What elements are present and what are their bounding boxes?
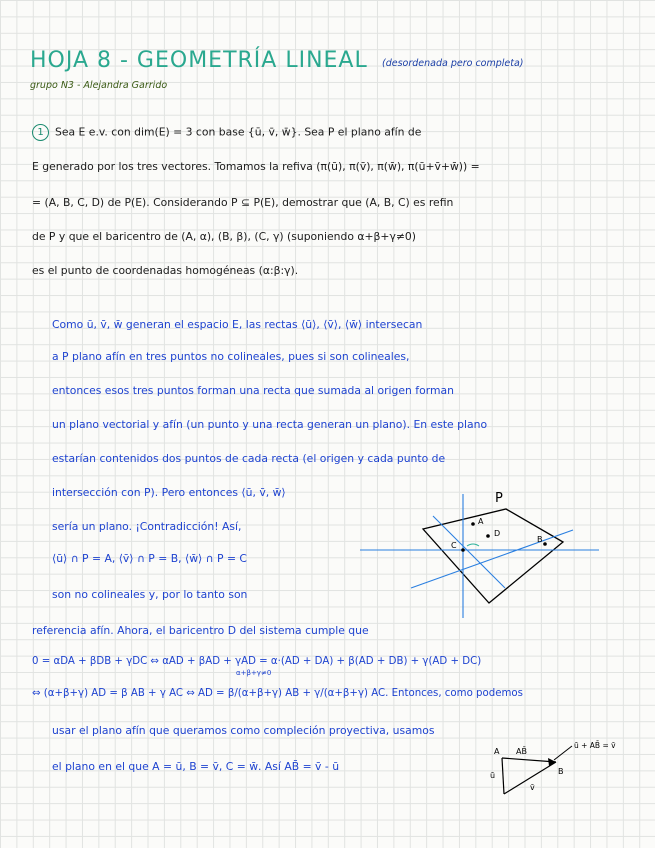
solution-line: son no colineales y, por lo tanto son bbox=[52, 588, 248, 601]
vertex-a-label: A bbox=[494, 747, 500, 756]
solution-line: sería un plano. ¡Contradicción! Así, bbox=[52, 520, 242, 533]
problem-line: es el punto de coordenadas homogéneas (α:β:γ). bbox=[32, 264, 299, 277]
vector-u-label: ū bbox=[490, 771, 496, 780]
problem-line: de P y que el baricentro de (A, α), (B, β), (C, γ) (suponiendo α+β+γ≠0) bbox=[32, 230, 417, 243]
vector-ab-arrow bbox=[502, 758, 556, 762]
problem-number-badge: 1 bbox=[32, 124, 49, 141]
solution-line: a P plano afín en tres puntos no colineales, pues si son colineales, bbox=[52, 350, 410, 363]
problem-line bbox=[32, 124, 632, 141]
figure-plane-intersection bbox=[355, 486, 605, 622]
point-d-label: D bbox=[494, 529, 501, 538]
vector-u-arrow bbox=[502, 758, 504, 794]
point-d-dot bbox=[486, 534, 490, 538]
solution-line: ⟨ū⟩ ∩ P = A, ⟨v̄⟩ ∩ P = B, ⟨w̄⟩ ∩ P = C bbox=[52, 552, 247, 565]
solution-line: referencia afín. Ahora, el baricentro D del sistema cumple que bbox=[32, 624, 369, 637]
page-title: HOJA 8 - GEOMETRÍA LINEAL bbox=[30, 48, 368, 73]
page-subtitle: (desordenada pero completa) bbox=[382, 58, 524, 69]
point-b-dot bbox=[543, 542, 547, 546]
point-a-dot bbox=[471, 522, 475, 526]
solution-line: el plano en el que A = ū, B = v̄, C = w̄. Así AB̄ = v̄ - ū bbox=[52, 760, 340, 773]
point-c-dot bbox=[461, 548, 465, 552]
problem-line-text: Sea E e.v. con dim(E) = 3 con base {ū, v̄, w̄}. Sea P el plano afín de bbox=[55, 125, 422, 139]
solution-line: un plano vectorial y afín (un punto y una recta generan un plano). En este plano bbox=[52, 418, 488, 431]
vertex-b-label: B bbox=[558, 767, 564, 776]
solution-line: intersección con P). Pero entonces ⟨ū, v̄, w̄⟩ bbox=[52, 486, 286, 499]
plane-label: P bbox=[495, 491, 503, 506]
equation-line: 0̄ = αDĀ + βDB̄ + γDC̄ ⇔ αAD̄ + βAD̄ + γAD̄ = α·(AD̄ + DĀ) + β(AD̄ + DB̄) + γ(AD̄ + DC̄) bbox=[32, 656, 482, 667]
vector-sum-formula: ū + AB̄ = v̄ bbox=[574, 741, 616, 750]
point-c-label: C bbox=[451, 541, 457, 550]
line-through-b bbox=[411, 530, 573, 588]
author-line: grupo N3 - Alejandra Garrido bbox=[30, 80, 168, 91]
plane-parallelogram bbox=[423, 509, 563, 603]
solution-line: entonces esos tres puntos forman una recta que sumada al origen forman bbox=[52, 384, 454, 397]
equation-line: ⇔ (α+β+γ) AD̄ = β AB̄ + γ AC̄ ⇔ AD̄ = β/(α+β+γ) AB̄ + γ/(α+β+γ) AC̄. Entonces, como podemos bbox=[32, 688, 523, 699]
solution-line: Como ū, v̄, w̄ generan el espacio E, las rectas ⟨ū⟩, ⟨v̄⟩, ⟨w̄⟩ intersecan bbox=[52, 318, 423, 331]
vector-ab-label: AB̄ bbox=[516, 747, 527, 756]
angle-mark-icon bbox=[467, 544, 479, 546]
solution-line: usar el plano afín que queramos como compleción proyectiva, usamos bbox=[52, 724, 435, 737]
problem-line: = (A, B, C, D) de P(E). Considerando P ⊆ P(E), demostrar que (A, B, C) es refin bbox=[32, 196, 454, 209]
pointer-arrow bbox=[554, 746, 572, 760]
vector-v-label: v̄ bbox=[530, 783, 535, 792]
point-a-label: A bbox=[478, 517, 484, 526]
solution-line: estarían contenidos dos puntos de cada recta (el origen y cada punto de bbox=[52, 452, 446, 465]
problem-line: E generado por los tres vectores. Tomamos la refiva (π(ū), π(v̄), π(w̄), π(ū+v̄+w̄)) = bbox=[32, 160, 480, 173]
point-b-label: B bbox=[537, 535, 543, 544]
sum-nonzero-note: α+β+γ≠0 bbox=[236, 669, 272, 677]
figure-vector-triangle bbox=[488, 736, 648, 802]
